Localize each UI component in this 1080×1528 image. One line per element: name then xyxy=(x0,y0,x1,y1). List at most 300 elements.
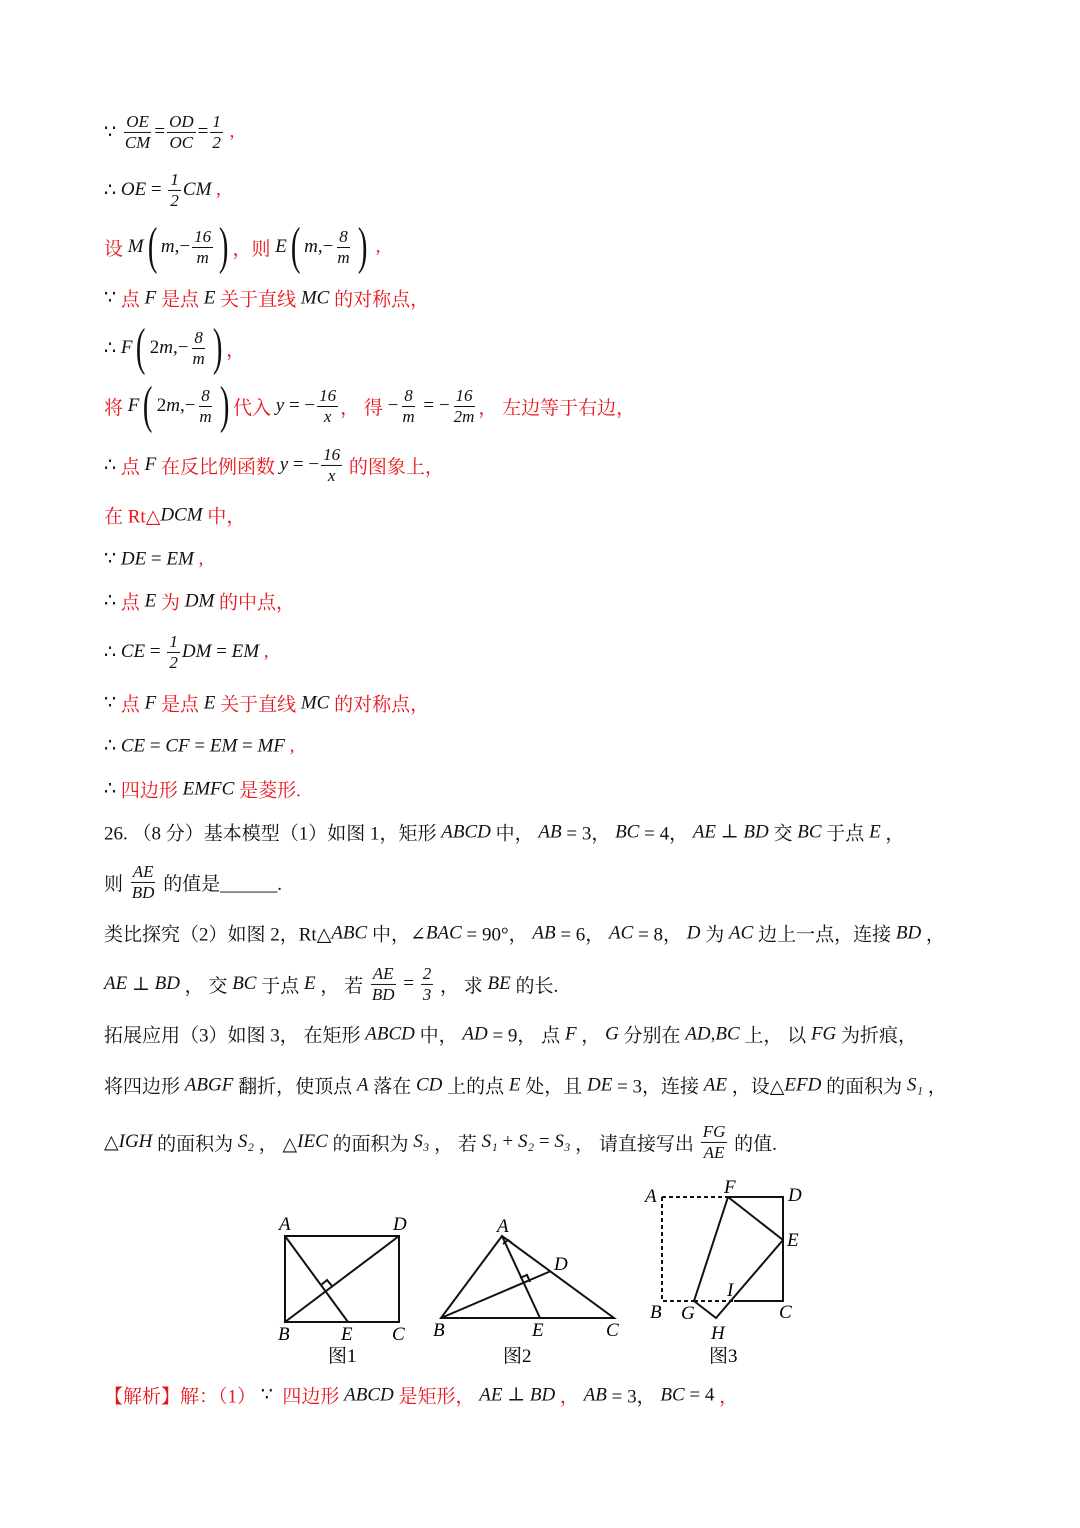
math-symbol: OE xyxy=(120,179,147,200)
text-run: ， 若 xyxy=(429,1133,482,1155)
math-symbol: DM xyxy=(184,590,215,611)
text-run: 类比探究（2）如图 2，Rt△ xyxy=(104,924,332,946)
text-run: 的面积为 xyxy=(821,1076,907,1098)
fraction xyxy=(317,386,338,426)
text-run: = − xyxy=(288,454,320,475)
text-run: , xyxy=(710,1023,716,1044)
text-line xyxy=(104,445,444,485)
numerator: 16 xyxy=(319,385,337,405)
math-symbol: IEC xyxy=(297,1131,328,1152)
math-symbol: E xyxy=(203,287,216,308)
text-line xyxy=(104,170,221,210)
text-run: ， 若 xyxy=(315,975,368,997)
text-run: = xyxy=(197,121,209,142)
fraction xyxy=(321,445,342,485)
text-run: ，则 xyxy=(232,238,276,260)
math-symbol: DCM xyxy=(160,504,203,525)
math-symbol: BD xyxy=(154,973,180,994)
math-symbol: CF xyxy=(165,735,190,756)
text-run: ， xyxy=(555,1386,584,1408)
text-run: ， 请直接写出 xyxy=(570,1133,699,1155)
numerator: 16 xyxy=(455,385,473,405)
text-run: 拓展应用（3）如图 3， 在矩形 xyxy=(104,1025,366,1047)
math-symbol: AC xyxy=(729,922,754,943)
text-run: △ xyxy=(104,1131,119,1153)
math-symbol: CM xyxy=(182,179,212,200)
text-run: , xyxy=(224,121,235,142)
math-symbol: BAC xyxy=(425,922,462,943)
math-symbol: IGH xyxy=(118,1131,153,1152)
denominator: 3 xyxy=(422,984,432,1004)
math-symbol: ABCD xyxy=(365,1023,415,1044)
text-run: 点 xyxy=(120,289,145,311)
math-symbol: AD xyxy=(462,1023,488,1044)
fig3-label-g: G xyxy=(681,1303,695,1324)
fig1-caption: 图1 xyxy=(328,1346,357,1367)
text-run: 的面积为 xyxy=(327,1133,414,1155)
text-line xyxy=(104,588,295,615)
text-run: ⊥ xyxy=(502,1384,530,1406)
denominator: 2 xyxy=(170,190,179,210)
numerator: OE xyxy=(126,111,149,131)
text-run: 四边形 xyxy=(277,1386,345,1408)
numerator: 1 xyxy=(169,631,178,651)
text-run: 中， xyxy=(414,1025,463,1047)
fig2-caption: 图2 xyxy=(503,1346,532,1367)
text-run: = xyxy=(154,121,166,142)
text-run: 26. （8 分）基本模型（1）如图 1，矩形 xyxy=(104,823,442,845)
math-symbol: MC xyxy=(300,287,330,308)
text-run: ∴ xyxy=(104,337,121,359)
text-run: = xyxy=(398,973,419,994)
text-line xyxy=(104,920,945,947)
fraction xyxy=(167,632,180,672)
text-run: ,− xyxy=(179,395,196,416)
figure-1 xyxy=(285,1236,399,1322)
math-symbol: AB xyxy=(532,922,556,943)
math-symbol: AD xyxy=(685,1023,711,1044)
text-line xyxy=(104,112,234,152)
fig3-caption: 图3 xyxy=(709,1346,738,1367)
geometry-figures xyxy=(0,1170,1080,1370)
math-symbol: BC xyxy=(660,1384,685,1405)
text-run: ∴ xyxy=(104,778,121,800)
text-run: 中， xyxy=(490,823,539,845)
denominator: 2 xyxy=(212,132,221,152)
text-run: 代入 xyxy=(233,397,276,419)
text-run: 为 xyxy=(156,592,185,614)
text-run: 是矩形， xyxy=(393,1386,480,1408)
text-run: ， 求 xyxy=(435,975,488,997)
fig2-label-b: B xyxy=(433,1320,445,1341)
fig2-label-d: D xyxy=(554,1254,568,1275)
text-run: 关于直线 xyxy=(215,289,301,311)
denominator: CM xyxy=(124,132,151,152)
text-run: 是菱形. xyxy=(234,780,301,802)
fig2-label-e: E xyxy=(532,1320,544,1341)
fraction xyxy=(130,862,157,902)
figure-3 xyxy=(662,1197,783,1318)
text-run: = xyxy=(145,641,166,662)
text-run: 点 xyxy=(120,592,145,614)
text-run: = xyxy=(146,548,167,569)
fig1-label-b: B xyxy=(278,1324,290,1345)
math-symbol: EM xyxy=(166,548,194,569)
math-symbol: AE xyxy=(104,973,128,994)
fraction xyxy=(210,112,223,152)
denominator: m xyxy=(196,247,209,267)
text-run: 在反比例函数 xyxy=(156,456,280,478)
text-run: = xyxy=(145,735,166,756)
text-run: 的对称点， xyxy=(329,694,430,716)
text-line xyxy=(104,377,636,434)
text-run: 2 xyxy=(156,395,167,416)
math-symbol: BD xyxy=(895,922,922,943)
numerator: 8 xyxy=(201,385,210,405)
math-symbol: AE xyxy=(692,821,717,842)
numerator: 16 xyxy=(323,444,341,464)
text-run: , xyxy=(193,548,204,569)
text-run: ， xyxy=(226,339,246,361)
math-symbol: S₂ xyxy=(237,1131,255,1152)
text-run: ， △ xyxy=(254,1133,298,1155)
denominator: m xyxy=(192,348,205,368)
text-line xyxy=(104,1382,738,1409)
numerator: 1 xyxy=(170,169,179,189)
math-symbol: AC xyxy=(609,922,634,943)
text-line xyxy=(104,862,282,902)
math-symbol: EMFC xyxy=(182,778,235,799)
text-run: 的图象上， xyxy=(344,456,444,478)
text-run: ⊥ xyxy=(127,973,155,995)
text-line xyxy=(104,776,301,803)
text-run: ⊥ xyxy=(716,821,744,843)
fig3-label-i: I xyxy=(727,1280,734,1301)
text-run: = 3， xyxy=(561,823,616,845)
math-symbol: F xyxy=(144,287,157,308)
numerator: 8 xyxy=(339,226,348,246)
text-run: 上的点 xyxy=(442,1076,509,1098)
math-symbol: m xyxy=(160,236,175,257)
text-line xyxy=(104,819,904,846)
text-run: 上， 以 xyxy=(739,1025,811,1047)
denominator: 2 xyxy=(169,652,178,672)
math-symbol: S₃ xyxy=(413,1131,430,1152)
text-line xyxy=(104,690,429,717)
text-run: = 9， 点 xyxy=(487,1025,565,1047)
fig2-label-c: C xyxy=(606,1320,619,1341)
math-symbol: BD xyxy=(529,1384,556,1405)
math-symbol: M xyxy=(127,236,144,257)
text-run: ,− xyxy=(174,236,191,257)
parenthesized-coordinates: ( m ,− $\frac{8}{m}$ ) xyxy=(290,218,368,275)
text-run: = 6， xyxy=(555,924,610,946)
text-run: 点 xyxy=(120,694,145,716)
fig3-label-h: H xyxy=(711,1323,725,1344)
math-symbol: AB xyxy=(583,1384,607,1405)
math-symbol: E xyxy=(275,236,287,257)
math-symbol: ABCD xyxy=(441,821,491,842)
parenthesized-coordinates: ( 2 m ,− $\frac{8}{m}$ ) xyxy=(136,319,223,376)
text-run: ，设△ xyxy=(727,1076,785,1098)
fraction xyxy=(370,964,397,1004)
text-run: 的中点， xyxy=(214,592,296,614)
text-run: 交 xyxy=(768,823,798,845)
math-symbol: BC xyxy=(615,821,640,842)
text-run: 为折痕， xyxy=(836,1025,918,1047)
fig1-label-a: A xyxy=(279,1214,291,1235)
math-symbol: S₃ xyxy=(554,1131,571,1152)
numerator: 8 xyxy=(404,385,413,405)
math-symbol: G xyxy=(605,1023,619,1044)
text-run: = 4 xyxy=(684,1384,715,1405)
text-run: 2 xyxy=(149,337,160,358)
text-run: ， xyxy=(921,924,945,946)
numerator: 2 xyxy=(422,963,432,983)
math-symbol: ABC xyxy=(331,922,368,943)
text-run: = xyxy=(189,735,210,756)
denominator: BD xyxy=(131,882,155,902)
text-run: 边上一点，连接 xyxy=(753,924,896,946)
text-run: , xyxy=(211,179,221,200)
text-run: 落在 xyxy=(368,1076,416,1098)
math-symbol: EFD xyxy=(784,1074,822,1095)
text-line xyxy=(104,1122,777,1162)
fraction xyxy=(192,227,213,267)
math-symbol: AE xyxy=(479,1384,503,1405)
text-run: = xyxy=(534,1131,555,1152)
numerator: FG xyxy=(702,1121,726,1141)
math-symbol: CE xyxy=(120,735,146,756)
text-run: ∴ xyxy=(104,641,121,663)
math-symbol: D xyxy=(686,922,701,943)
text-run: 是点 xyxy=(156,694,204,716)
math-symbol: FG xyxy=(810,1023,837,1044)
text-line xyxy=(104,218,381,275)
numerator: 1 xyxy=(212,111,221,131)
fig3-label-b: B xyxy=(650,1302,662,1323)
text-run: 于点 xyxy=(256,975,304,997)
math-symbol: BC xyxy=(715,1023,740,1044)
denominator: m xyxy=(199,406,212,426)
math-symbol: BC xyxy=(232,973,257,994)
denominator: m xyxy=(337,247,350,267)
math-symbol: F xyxy=(144,692,157,713)
denominator: x xyxy=(323,406,332,426)
text-run: ， xyxy=(922,1076,947,1098)
fig1-label-e: E xyxy=(341,1324,353,1345)
math-symbol: EM xyxy=(231,641,260,662)
text-run: ∵ xyxy=(104,692,121,714)
numerator: OD xyxy=(169,111,194,131)
text-run: ， xyxy=(880,823,905,845)
text-run: ∵ xyxy=(104,287,121,309)
math-symbol: EM xyxy=(209,735,238,756)
text-run: ∴ xyxy=(104,179,121,201)
fraction xyxy=(421,964,434,1004)
math-symbol: S₁ xyxy=(481,1131,498,1152)
fraction xyxy=(452,386,477,426)
text-line xyxy=(104,285,429,312)
text-run: ， 得 xyxy=(340,397,388,419)
math-symbol: CE xyxy=(120,641,146,662)
math-symbol: ABGF xyxy=(184,1074,234,1095)
math-symbol: S₂ xyxy=(517,1131,535,1152)
parenthesized-coordinates: ( m ,− $\frac{16}{m}$ ) xyxy=(147,218,229,275)
text-run: 中， xyxy=(202,506,246,528)
fig3-label-c: C xyxy=(779,1302,792,1323)
math-symbol: DE xyxy=(587,1074,613,1095)
text-run: = 3， xyxy=(606,1386,661,1408)
text-run: ∴ xyxy=(104,590,121,612)
fraction xyxy=(190,328,206,368)
text-run: ,− xyxy=(173,337,189,358)
text-run: 分别在 xyxy=(618,1025,686,1047)
denominator: AE xyxy=(703,1142,725,1162)
math-symbol: m xyxy=(304,236,318,257)
text-line xyxy=(104,319,246,376)
text-run: = xyxy=(211,641,232,662)
math-symbol: MC xyxy=(300,692,330,713)
fraction xyxy=(701,1122,728,1162)
parenthesized-coordinates: ( 2 m ,− $\frac{8}{m}$ ) xyxy=(143,377,230,434)
fraction xyxy=(123,112,153,152)
text-run: 翻折，使顶点 xyxy=(233,1076,357,1098)
math-symbol: y xyxy=(279,454,289,475)
text-run: , xyxy=(370,236,381,257)
text-run: = − xyxy=(284,395,316,416)
fraction xyxy=(167,112,196,152)
math-symbol: E xyxy=(303,973,316,994)
text-run: 四边形 xyxy=(120,780,183,802)
math-symbol: DM xyxy=(181,641,212,662)
math-symbol: E xyxy=(144,590,157,611)
text-line xyxy=(104,1021,917,1048)
fraction xyxy=(197,386,213,426)
math-symbol: m xyxy=(159,337,174,358)
math-symbol: S₁ xyxy=(906,1074,923,1095)
text-line xyxy=(104,502,245,529)
fig1-label-d: D xyxy=(393,1214,407,1235)
text-line xyxy=(104,632,269,672)
text-run: = 90°， xyxy=(461,924,533,946)
text-run: − xyxy=(387,395,399,416)
text-line xyxy=(104,548,203,571)
text-run: = 4， xyxy=(639,823,693,845)
text-run: = xyxy=(146,179,167,200)
math-symbol: AE xyxy=(703,1074,728,1095)
text-run: ,− xyxy=(317,236,334,257)
text-line xyxy=(104,1072,947,1099)
math-symbol: F xyxy=(564,1023,577,1044)
fig3-label-e: E xyxy=(787,1230,799,1251)
text-run: = − xyxy=(418,395,450,416)
math-symbol: DE xyxy=(120,548,147,569)
math-symbol: A xyxy=(356,1074,369,1095)
math-symbol: y xyxy=(275,395,285,416)
figure-2 xyxy=(441,1236,614,1318)
text-line xyxy=(104,964,558,1004)
denominator: OC xyxy=(169,132,194,152)
text-run: ， xyxy=(576,1025,606,1047)
math-symbol: E xyxy=(869,821,881,842)
math-symbol: F xyxy=(120,337,133,358)
denominator: 2m xyxy=(453,406,475,426)
text-run: ， xyxy=(714,1386,739,1408)
text-run: = xyxy=(237,735,258,756)
math-symbol: AB xyxy=(538,821,562,842)
fig1-label-c: C xyxy=(392,1324,405,1345)
text-run: 是点 xyxy=(156,289,204,311)
math-symbol: m xyxy=(166,395,180,416)
numerator: 8 xyxy=(194,327,203,347)
fraction xyxy=(335,227,351,267)
fig3-label-d: D xyxy=(788,1185,802,1206)
text-run: 【解析】解：（1） xyxy=(104,1386,261,1408)
text-run: 的值是______. xyxy=(158,873,282,895)
denominator: m xyxy=(402,406,415,426)
text-run: ∵ xyxy=(260,1384,278,1406)
text-run: + xyxy=(497,1131,518,1152)
math-symbol: E xyxy=(203,692,216,713)
text-run: 中，∠ xyxy=(367,924,426,946)
text-run: 的对称点， xyxy=(329,289,430,311)
text-run: = 3，连接 xyxy=(612,1076,704,1098)
math-symbol: BC xyxy=(797,821,822,842)
text-run: 则 xyxy=(104,873,128,895)
text-run: ∵ xyxy=(104,121,121,143)
text-run: ， 交 xyxy=(179,975,233,997)
numerator: AE xyxy=(132,861,154,881)
math-symbol: BD xyxy=(743,821,769,842)
math-symbol: E xyxy=(508,1074,521,1095)
math-symbol: F xyxy=(127,395,140,416)
fig3-label-a: A xyxy=(645,1186,657,1207)
text-run: ∴ xyxy=(104,454,121,476)
math-symbol: F xyxy=(144,454,157,475)
math-symbol: CD xyxy=(415,1074,443,1095)
fig2-label-a: A xyxy=(497,1216,509,1237)
text-line xyxy=(104,735,294,758)
math-symbol: MF xyxy=(257,735,285,756)
text-run: ∴ xyxy=(104,735,121,757)
numerator: AE xyxy=(372,963,394,983)
text-run: 的长. xyxy=(510,975,559,997)
denominator: BD xyxy=(371,984,395,1004)
text-run: 为 xyxy=(700,924,730,946)
text-run: 的值. xyxy=(729,1133,777,1155)
text-run: ∵ xyxy=(104,548,121,570)
text-run: 将 xyxy=(104,397,128,419)
math-symbol: ABCD xyxy=(344,1384,394,1405)
math-symbol: BE xyxy=(487,973,511,994)
text-run: , xyxy=(259,641,269,662)
denominator: x xyxy=(327,465,336,485)
fraction xyxy=(400,386,416,426)
fraction xyxy=(168,170,181,210)
text-run: 于点 xyxy=(821,823,870,845)
text-run: 在 Rt△ xyxy=(104,506,161,528)
text-run: 关于直线 xyxy=(215,694,301,716)
text-run: = 8， xyxy=(633,924,687,946)
text-run: ， 左边等于右边， xyxy=(478,397,636,419)
text-run: 的面积为 xyxy=(152,1133,238,1155)
text-run: 设 xyxy=(104,238,128,260)
text-run: 将四边形 xyxy=(104,1076,185,1098)
numerator: 16 xyxy=(194,226,212,246)
text-run: 处，且 xyxy=(520,1076,587,1098)
text-run: , xyxy=(284,735,295,756)
